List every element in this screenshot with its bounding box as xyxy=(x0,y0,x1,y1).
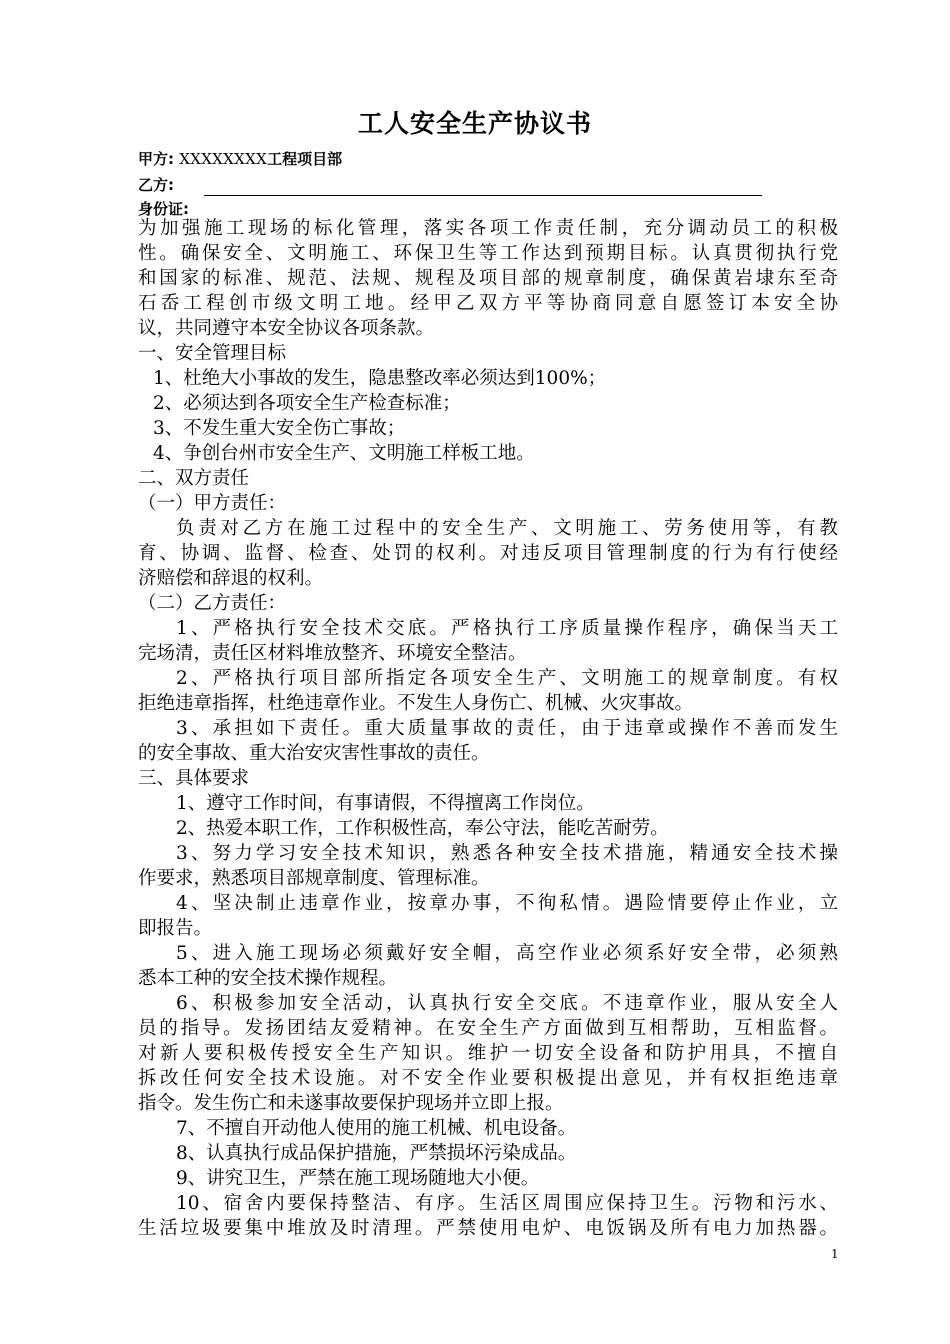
party-b-colon: : xyxy=(168,176,175,194)
id-card-label: 身份证 xyxy=(138,200,184,218)
body-line: （一）甲方责任： xyxy=(138,493,287,514)
body-line: 作要求，熟悉项目部规章制度、管理标准。 xyxy=(138,868,490,889)
body-line: 4、争创台州市安全生产、文明施工样板工地。 xyxy=(153,443,535,464)
body-line: 悉本工种的安全技术操作规程。 xyxy=(138,968,398,989)
party-a-value-cn: 工程项目部 xyxy=(267,150,343,168)
party-b-line xyxy=(138,174,174,195)
party-a-value-latin: XXXXXXXX xyxy=(179,150,268,168)
body-line: 9、讲究卫生，严禁在施工现场随地大小便。 xyxy=(176,1168,540,1189)
body-line: 和国家的标准、规范、法规、规程及项目部的规章制度，确保黄岩埭东至奇 xyxy=(138,268,838,289)
body-line: 为加强施工现场的标化管理，落实各项工作责任制，充分调动员工的积极 xyxy=(138,218,838,239)
id-card-colon: : xyxy=(183,200,190,218)
body-line: （二）乙方责任： xyxy=(138,593,287,614)
body-line: 拒绝违章指挥，杜绝违章作业。不发生人身伤亡、机械、火灾事故。 xyxy=(138,693,694,714)
body-line: 性。确保安全、文明施工、环保卫生等工作达到预期目标。认真贯彻执行党 xyxy=(138,243,838,264)
body-line: 即报告。 xyxy=(138,918,213,939)
body-line: 5、进入施工现场必须戴好安全帽，高空作业必须系好安全带，必须熟 xyxy=(176,943,838,964)
body-line: 6、积极参加安全活动，认真执行安全交底。不违章作业，服从安全人 xyxy=(176,993,838,1014)
body-line: 8、认真执行成品保护措施，严禁损坏污染成品。 xyxy=(176,1143,577,1164)
body-line: 员的指导。发扬团结友爱精神。在安全生产方面做到互相帮助，互相监督。 xyxy=(138,1018,838,1039)
body-line: 2、热爱本职工作，工作积极性高，奉公守法，能吃苦耐劳。 xyxy=(176,818,669,839)
body-line: 育、协调、监督、检查、处罚的权利。对违反项目管理制度的行为有行使经 xyxy=(138,543,838,564)
body-line: 石岙工程创市级文明工地。经甲乙双方平等协商同意自愿签订本安全协 xyxy=(138,293,838,314)
body-line: 指令。发生伤亡和未遂事故要保护现场并立即上报。 xyxy=(138,1093,564,1114)
body-line: 1、杜绝大小事故的发生，隐患整改率必须达到100%； xyxy=(153,368,607,389)
body-line: 2、严格执行项目部所指定各项安全生产、文明施工的规章制度。有权 xyxy=(176,668,838,689)
body-line: 1、遵守工作时间，有事请假，不得擅离工作岗位。 xyxy=(176,793,595,814)
body-line: 议，共同遵守本安全协议各项条款。 xyxy=(138,318,435,339)
body-line: 二、双方责任 xyxy=(138,468,250,489)
body-line: 4、坚决制止违章作业，按章办事，不徇私情。遇险情要停止作业，立 xyxy=(176,893,838,914)
body-line: 三、具体要求 xyxy=(138,768,250,789)
body-line: 济赔偿和辞退的权利。 xyxy=(138,568,324,589)
body-line: 3、承担如下责任。重大质量事故的责任，由于违章或操作不善而发生 xyxy=(176,718,838,739)
body-line: 的安全事故、重大治安灾害性事故的责任。 xyxy=(138,743,490,764)
party-a-colon: : xyxy=(168,150,175,168)
body-line: 完场清，责任区材料堆放整齐、环境安全整洁。 xyxy=(138,643,527,664)
body-line: 负责对乙方在施工过程中的安全生产、文明施工、劳务使用等，有教 xyxy=(176,518,838,539)
body-line: 拆改任何安全技术设施。对不安全作业要积极提出意见，并有权拒绝违章 xyxy=(138,1068,838,1089)
document-title: 工人安全生产协议书 xyxy=(357,109,592,138)
body-line: 10、宿舍内要保持整洁、有序。生活区周围应保持卫生。污物和污水、 xyxy=(176,1193,838,1214)
page-number: 1 xyxy=(831,1247,839,1261)
body-line: 对新人要积极传授安全生产知识。维护一切安全设备和防护用具，不擅自 xyxy=(138,1043,838,1064)
party-b-underline xyxy=(204,195,762,196)
body-line: 1、严格执行安全技术交底。严格执行工序质量操作程序，确保当天工 xyxy=(176,618,838,639)
body-line: 2、必须达到各项安全生产检查标准； xyxy=(153,393,461,414)
body-line: 一、安全管理目标 xyxy=(138,343,287,364)
party-b-label: 乙方 xyxy=(138,176,169,194)
party-a-line xyxy=(138,148,342,169)
body-line: 3、努力学习安全技术知识，熟悉各种安全技术措施，精通安全技术操 xyxy=(176,843,838,864)
agreement-body xyxy=(138,216,838,1241)
party-a-label: 甲方 xyxy=(138,150,169,168)
body-line: 生活垃圾要集中堆放及时清理。严禁使用电炉、电饭锅及所有电力加热器。 xyxy=(138,1218,838,1239)
body-line: 3、不发生重大安全伤亡事故； xyxy=(153,418,406,439)
body-line: 7、不擅自开动他人使用的施工机械、机电设备。 xyxy=(176,1118,577,1139)
